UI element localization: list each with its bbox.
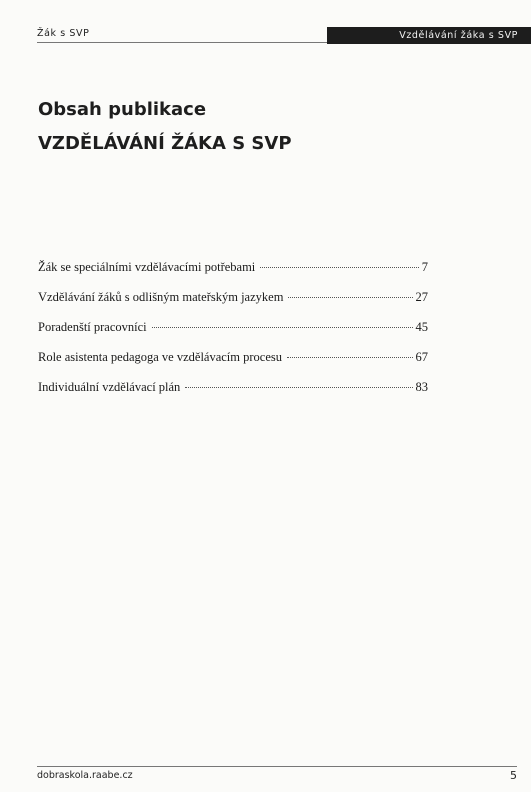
table-of-contents	[38, 260, 428, 410]
toc-entry-page: 7	[421, 260, 428, 274]
toc-entry-label: Role asistenta pedagoga ve vzdělávacím procesu	[38, 350, 283, 364]
toc-entry[interactable]	[38, 290, 428, 320]
toc-entry-label: Žák se speciálními vzdělávacími potřebami	[38, 260, 256, 274]
toc-entry-page: 45	[415, 320, 428, 334]
header-publication-band: Vzdělávání žáka s SVP	[327, 27, 531, 44]
toc-entry-page: 67	[415, 350, 428, 364]
toc-entry[interactable]	[38, 380, 428, 410]
publication-title: VZDĚLÁVÁNÍ ŽÁKA S SVP	[38, 133, 292, 154]
header-divider	[37, 42, 327, 43]
toc-entry[interactable]	[38, 350, 428, 380]
page-title: Obsah publikace	[38, 99, 207, 120]
toc-dot-leader	[288, 297, 412, 298]
toc-dot-leader	[185, 387, 412, 388]
toc-entry-label: Individuální vzdělávací plán	[38, 380, 181, 394]
toc-entry[interactable]	[38, 320, 428, 350]
toc-entry-label: Poradenští pracovníci	[38, 320, 147, 334]
footer-website: dobraskola.raabe.cz	[37, 770, 133, 781]
header-section-label: Žák s SVP	[37, 28, 90, 39]
toc-dot-leader	[260, 267, 418, 268]
footer-divider	[37, 766, 517, 767]
toc-entry-page: 83	[415, 380, 428, 394]
toc-dot-leader	[287, 357, 412, 358]
title-block	[38, 96, 292, 158]
toc-entry[interactable]	[38, 260, 428, 290]
toc-entry-label: Vzdělávání žáků s odlišným mateřským jazykem	[38, 290, 284, 304]
toc-dot-leader	[152, 327, 413, 328]
footer-page-number: 5	[510, 769, 517, 782]
toc-entry-page: 27	[415, 290, 428, 304]
